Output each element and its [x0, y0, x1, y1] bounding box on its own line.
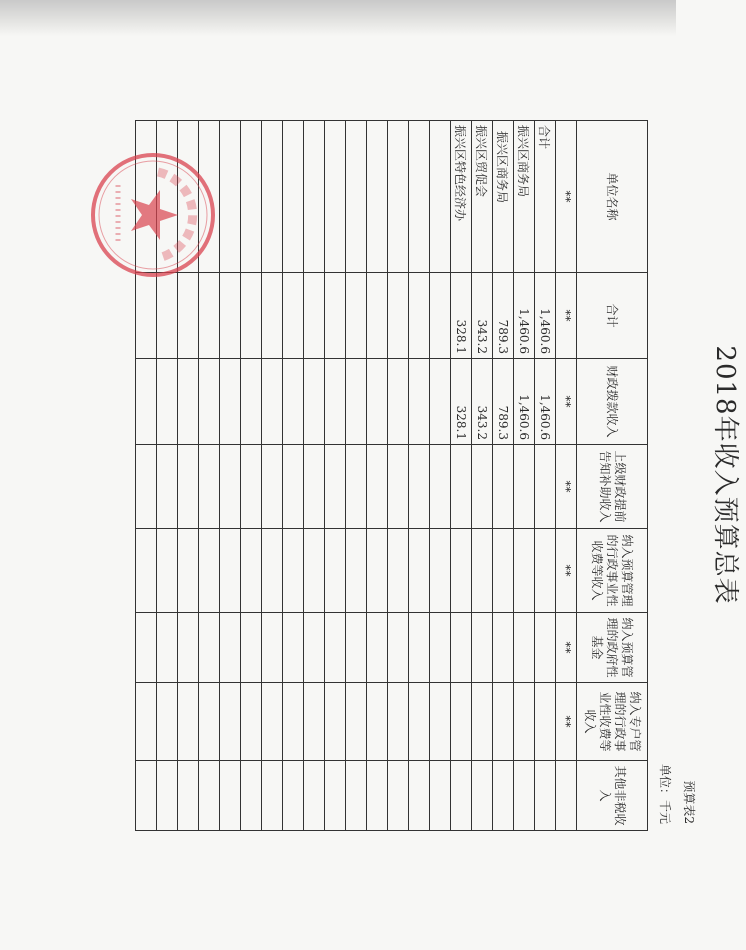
table-cell	[472, 445, 493, 529]
table-cell-blank	[199, 121, 220, 273]
table-row-blank	[283, 121, 304, 831]
table-cell-blank	[262, 683, 283, 761]
table-cell	[514, 529, 535, 613]
table-cell-blank	[136, 761, 157, 831]
table-cell-blank	[325, 613, 346, 683]
table-cell-blank	[178, 273, 199, 359]
table-cell-blank	[241, 761, 262, 831]
table-cell-blank	[178, 445, 199, 529]
table-row	[493, 121, 514, 831]
table-cell-blank	[409, 613, 430, 683]
table-cell	[514, 613, 535, 683]
table-cell-blank	[388, 445, 409, 529]
table-cell-blank	[220, 445, 241, 529]
table-cell-blank	[220, 761, 241, 831]
table-cell-blank	[136, 359, 157, 445]
table-cell-blank	[430, 273, 451, 359]
table-cell-blank	[262, 121, 283, 273]
table-cell-blank	[430, 761, 451, 831]
table-cell	[514, 761, 535, 831]
table-cell	[556, 761, 577, 831]
table-cell: 1,460.6	[514, 273, 535, 359]
table-cell-blank	[178, 761, 199, 831]
table-row-blank	[325, 121, 346, 831]
table-cell: 1,460.6	[535, 273, 556, 359]
table-cell-blank	[199, 613, 220, 683]
form-number: 预算表2	[682, 780, 696, 824]
table-cell-blank	[304, 761, 325, 831]
table-cell	[514, 683, 535, 761]
table-row-blank	[241, 121, 262, 831]
table-row-blank	[388, 121, 409, 831]
table-cell-blank	[199, 761, 220, 831]
table-cell-blank	[388, 529, 409, 613]
table-cell: **	[556, 273, 577, 359]
header-unit-name: 单位名称	[577, 121, 648, 273]
table-cell-blank	[157, 273, 178, 359]
table-cell: **	[556, 529, 577, 613]
table-cell: **	[556, 121, 577, 273]
table-cell-blank	[325, 529, 346, 613]
table-row-blank	[262, 121, 283, 831]
table-cell-blank	[409, 529, 430, 613]
table-cell: 振兴区贸促会	[472, 121, 493, 273]
table-cell-blank	[367, 761, 388, 831]
table-cell	[535, 613, 556, 683]
table-cell-blank	[283, 445, 304, 529]
table-cell: 343.2	[472, 273, 493, 359]
table-cell-blank	[304, 529, 325, 613]
table-row-blank	[367, 121, 388, 831]
table-cell-blank	[367, 445, 388, 529]
table-cell-blank	[283, 359, 304, 445]
table-cell-blank	[199, 359, 220, 445]
table-row	[556, 121, 577, 831]
table-cell-blank	[430, 121, 451, 273]
table-body	[136, 121, 577, 831]
table-cell	[535, 761, 556, 831]
table-cell-blank	[346, 121, 367, 273]
table-cell-blank	[220, 529, 241, 613]
table-cell-blank	[262, 359, 283, 445]
table-cell-blank	[367, 683, 388, 761]
table-cell-blank	[367, 121, 388, 273]
table-cell-blank	[241, 683, 262, 761]
header-admin-fee-income: 纳入预算管理的行政事业性收费等收入	[577, 529, 648, 613]
table-cell-blank	[262, 613, 283, 683]
table-cell-blank	[241, 359, 262, 445]
table-cell-blank	[430, 613, 451, 683]
table-cell-blank	[325, 445, 346, 529]
table-cell-blank	[346, 273, 367, 359]
table-cell-blank	[220, 359, 241, 445]
table-cell-blank	[304, 273, 325, 359]
table-cell: 1,460.6	[535, 359, 556, 445]
table-row-blank	[136, 121, 157, 831]
table-cell: 振兴区商务局	[493, 121, 514, 273]
table-header-row	[577, 121, 648, 831]
table-cell-blank	[430, 529, 451, 613]
table-cell-blank	[367, 613, 388, 683]
table-cell: 789.3	[493, 359, 514, 445]
table-cell-blank	[304, 613, 325, 683]
table-cell-blank	[388, 761, 409, 831]
header-advance-subsidy: 上级财政提前告知补助收入	[577, 445, 648, 529]
table-cell-blank	[430, 359, 451, 445]
table-cell-blank	[283, 613, 304, 683]
table-row-blank	[157, 121, 178, 831]
table-cell-blank	[157, 683, 178, 761]
table-cell-blank	[304, 121, 325, 273]
table-cell-blank	[325, 359, 346, 445]
table-cell: 789.3	[493, 273, 514, 359]
table-cell-blank	[220, 683, 241, 761]
table-row	[514, 121, 535, 831]
table-cell-blank	[220, 121, 241, 273]
table-cell	[493, 683, 514, 761]
table-cell-blank	[262, 529, 283, 613]
table-cell-blank	[157, 613, 178, 683]
table-cell-blank	[304, 683, 325, 761]
table-cell	[493, 613, 514, 683]
table-cell-blank	[262, 445, 283, 529]
page-title: 2018年收入预算总表	[710, 345, 740, 605]
table-cell-blank	[388, 613, 409, 683]
table-cell-blank	[199, 683, 220, 761]
table-cell: **	[556, 359, 577, 445]
table-cell-blank	[136, 273, 157, 359]
table-cell	[451, 445, 472, 529]
header-other-nontax: 其他非税收入	[577, 761, 648, 831]
table-cell-blank	[388, 683, 409, 761]
table-cell	[493, 445, 514, 529]
table-row-blank	[304, 121, 325, 831]
table-cell-blank	[136, 613, 157, 683]
table-cell: 328.1	[451, 273, 472, 359]
table-cell-blank	[157, 445, 178, 529]
table-cell-blank	[388, 121, 409, 273]
table-cell-blank	[409, 359, 430, 445]
table-cell-blank	[283, 121, 304, 273]
scan-top-shadow	[0, 0, 676, 36]
table-cell-blank	[388, 273, 409, 359]
table-cell: **	[556, 445, 577, 529]
table-cell-blank	[346, 445, 367, 529]
table-cell-blank	[199, 445, 220, 529]
table-cell-blank	[409, 273, 430, 359]
header-fiscal-appropriation: 财政拨款收入	[577, 359, 648, 445]
table-cell: **	[556, 613, 577, 683]
table-cell-blank	[241, 121, 262, 273]
table-cell-blank	[157, 121, 178, 273]
table-cell	[472, 683, 493, 761]
table-cell	[535, 683, 556, 761]
table-cell-blank	[241, 445, 262, 529]
table-cell-blank	[409, 761, 430, 831]
table-cell: 343.2	[472, 359, 493, 445]
table-cell-blank	[178, 613, 199, 683]
table-cell-blank	[409, 445, 430, 529]
table-cell-blank	[283, 761, 304, 831]
table-cell-blank	[367, 359, 388, 445]
table-row-blank	[178, 121, 199, 831]
unit-label: 单位：千元	[658, 763, 672, 824]
table-cell-blank	[325, 683, 346, 761]
table-cell-blank	[409, 121, 430, 273]
table-cell-blank	[283, 683, 304, 761]
table-cell-blank	[304, 445, 325, 529]
table-cell-blank	[325, 273, 346, 359]
table-cell-blank	[178, 121, 199, 273]
table-cell-blank	[304, 359, 325, 445]
table-cell-blank	[388, 359, 409, 445]
table-cell-blank	[136, 683, 157, 761]
table-cell	[472, 761, 493, 831]
table-cell	[493, 529, 514, 613]
table-cell-blank	[346, 529, 367, 613]
table-cell: 振兴区商务局	[514, 121, 535, 273]
table-cell-blank	[283, 273, 304, 359]
table-cell-blank	[178, 359, 199, 445]
header-total: 合计	[577, 273, 648, 359]
table-cell-blank	[157, 529, 178, 613]
table-row-blank	[199, 121, 220, 831]
table-row-blank	[430, 121, 451, 831]
table-cell-blank	[346, 761, 367, 831]
table-cell-blank	[157, 761, 178, 831]
table-cell-blank	[409, 683, 430, 761]
table-cell-blank	[136, 445, 157, 529]
table-cell-blank	[346, 359, 367, 445]
table-row-blank	[346, 121, 367, 831]
table-cell-blank	[346, 683, 367, 761]
table-cell-blank	[325, 121, 346, 273]
table-cell	[472, 529, 493, 613]
table-cell-blank	[178, 529, 199, 613]
table-cell-blank	[220, 273, 241, 359]
table-cell-blank	[325, 761, 346, 831]
table-cell	[535, 445, 556, 529]
budget-table	[135, 120, 648, 831]
table-cell-blank	[367, 529, 388, 613]
table-cell-blank	[199, 529, 220, 613]
table-cell-blank	[346, 613, 367, 683]
table-cell-blank	[136, 529, 157, 613]
table-row	[472, 121, 493, 831]
table-cell-blank	[136, 121, 157, 273]
table-cell-blank	[199, 273, 220, 359]
table-cell: 振兴区特色经济办	[451, 121, 472, 273]
table-cell-blank	[367, 273, 388, 359]
table-cell-blank	[430, 683, 451, 761]
table-cell	[472, 613, 493, 683]
table-cell: 328.1	[451, 359, 472, 445]
table-cell: 合计	[535, 121, 556, 273]
budget-sheet	[138, 120, 740, 830]
table-cell	[514, 445, 535, 529]
table-row	[535, 121, 556, 831]
table-cell-blank	[220, 613, 241, 683]
table-row-blank	[220, 121, 241, 831]
table-cell-blank	[262, 761, 283, 831]
table-cell	[451, 683, 472, 761]
table-cell-blank	[157, 359, 178, 445]
table-row-blank	[409, 121, 430, 831]
table-cell	[493, 761, 514, 831]
table-cell	[451, 613, 472, 683]
table-cell	[451, 529, 472, 613]
table-cell-blank	[241, 529, 262, 613]
header-special-account-fee: 纳入专户管理的行政事业性收费等收入	[577, 683, 648, 761]
table-cell-blank	[178, 683, 199, 761]
table-row	[451, 121, 472, 831]
table-cell	[535, 529, 556, 613]
table-cell-blank	[241, 613, 262, 683]
table-cell: **	[556, 683, 577, 761]
header-government-fund: 纳入预算管理的政府性基金	[577, 613, 648, 683]
table-cell: 1,460.6	[514, 359, 535, 445]
table-cell-blank	[430, 445, 451, 529]
table-cell-blank	[262, 273, 283, 359]
table-cell-blank	[283, 529, 304, 613]
table-cell-blank	[241, 273, 262, 359]
table-cell	[451, 761, 472, 831]
